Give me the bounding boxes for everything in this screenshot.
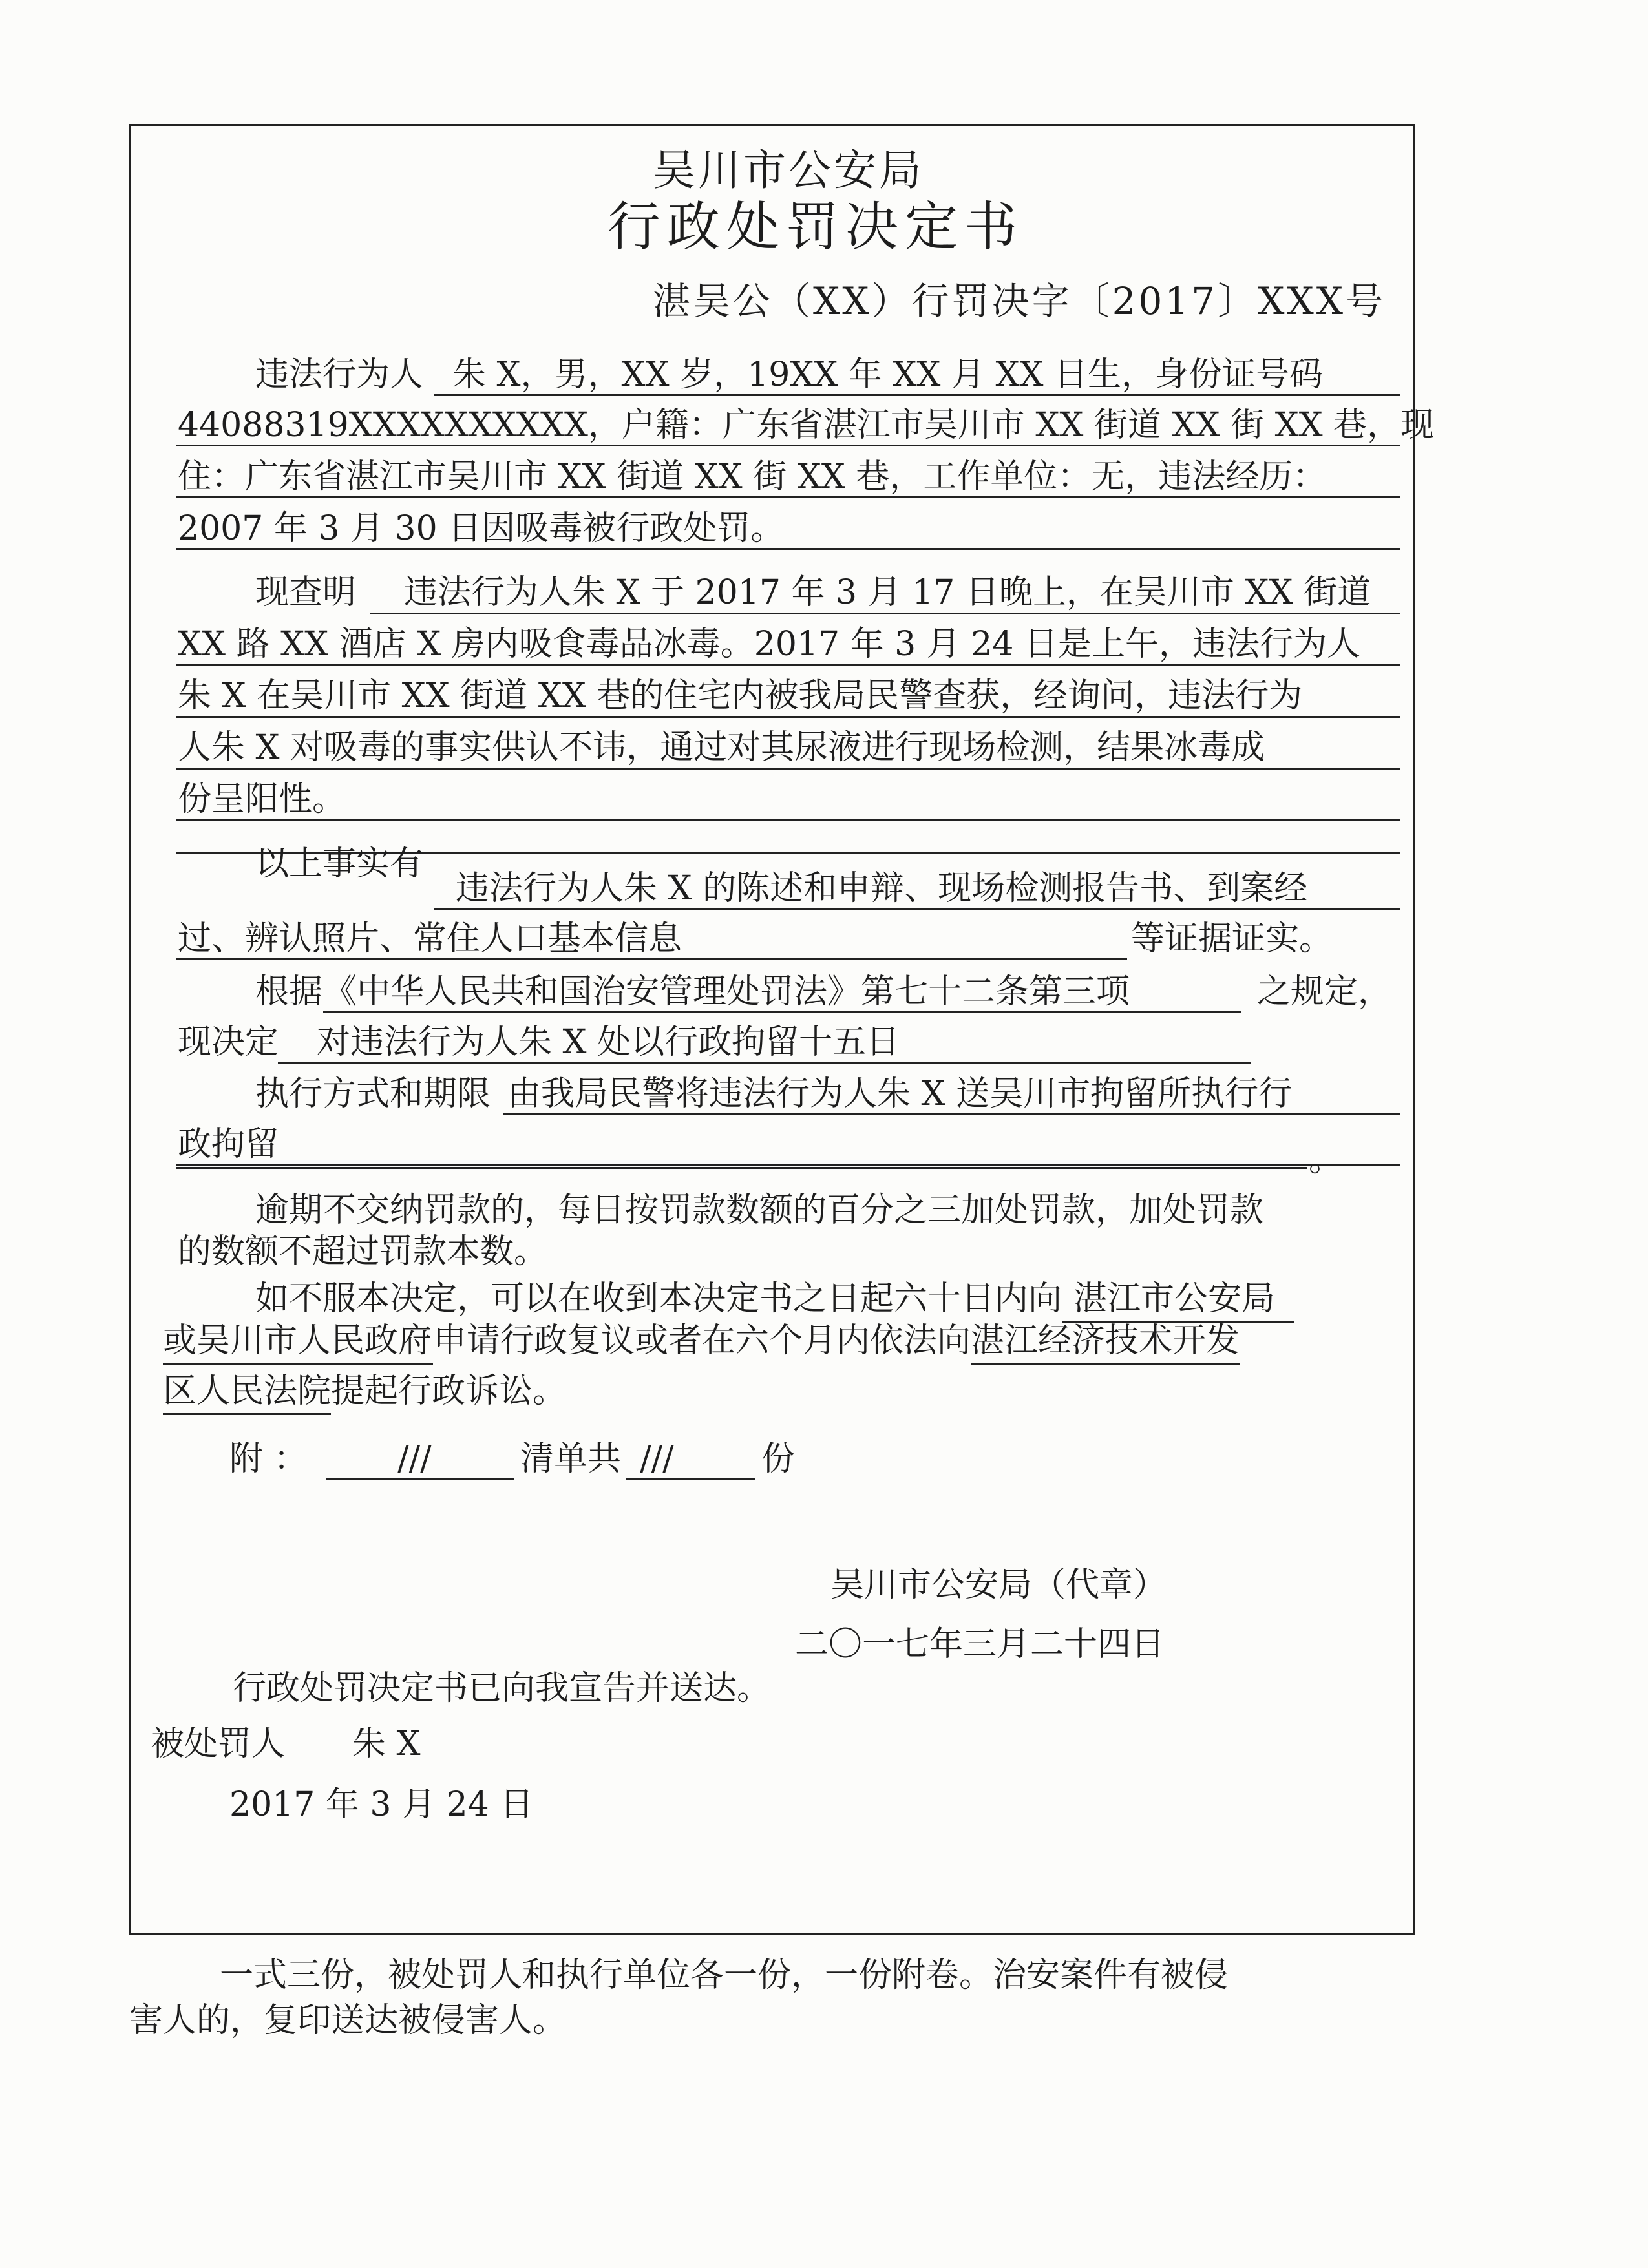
attachment-label: 附 ： — [229, 1440, 308, 1478]
attachment-value2: /// — [640, 1440, 674, 1478]
signing-agency: 吴川市公安局（代章） — [830, 1566, 1167, 1604]
appeal-line2-mid: 申请行政复议或者在六个月内依法向 — [433, 1321, 971, 1360]
appeal-line3-suffix: 提起行政诉讼。 — [331, 1372, 567, 1411]
facts-line5: 份呈阳性。 — [178, 780, 346, 819]
facts-line4: 人朱 X 对吸毒的事实供认不讳，通过对其尿液进行现场检测，结果冰毒成 — [178, 728, 1265, 767]
facts-line2: XX 路 XX 酒店 X 房内吸食毒品冰毒。2017 年 3 月 24 日是上午，违法行为人 — [178, 625, 1360, 664]
agency-name: 吴川市公安局 — [653, 145, 924, 195]
basis-label: 根据 — [255, 972, 323, 1011]
receipt-statement: 行政处罚决定书已向我宣告并送达。 — [233, 1669, 771, 1708]
evidence-line1: 违法行为人朱 X 的陈述和申辩、现场检测报告书、到案经 — [456, 869, 1308, 908]
violator-line3: 住：广东省湛江市吴川市 XX 街道 XX 街 XX 巷，工作单位：无，违法经历： — [178, 457, 1327, 496]
execution-line2: 政拘留 — [178, 1125, 279, 1164]
appeal-court-2: 区人民法院 — [163, 1369, 331, 1415]
document-title: 行政处罚决定书 — [607, 196, 1024, 258]
attachment-suffix: 份 — [761, 1440, 796, 1478]
violator-label: 违法行为人 — [255, 355, 424, 394]
receipt-date: 2017 年 3 月 24 日 — [229, 1785, 534, 1824]
attachment-value1: /// — [397, 1440, 432, 1478]
facts-label: 现查明 — [255, 573, 357, 612]
receipt-person-label: 被处罚人 — [151, 1725, 286, 1763]
appeal-review-authority-1: 湛江市公安局 — [1062, 1277, 1294, 1323]
basis-suffix: 之规定， — [1257, 972, 1392, 1011]
execution-end: 。 — [1309, 1140, 1343, 1179]
violator-line1: 朱 X，男，XX 岁，19XX 年 XX 月 XX 日生，身份证号码 — [452, 355, 1324, 394]
basis-law: 《中华人民共和国治安管理处罚法》第七十二条第三项 — [323, 972, 1130, 1011]
attachment-mid: 清单共 — [520, 1440, 622, 1478]
signing-date: 二〇一七年三月二十四日 — [795, 1625, 1165, 1664]
appeal-court-1: 湛江经济技术开发 — [971, 1319, 1240, 1365]
appeal-line1-prefix: 如不服本决定，可以在收到本决定书之日起六十日内向 — [255, 1279, 1062, 1318]
evidence-label: 以上事实有 — [255, 845, 424, 883]
decision-label: 现决定 — [178, 1023, 279, 1062]
decision-text: 对违法行为人朱 X 处以行政拘留十五日 — [317, 1023, 900, 1062]
footnote-line2: 害人的，复印送达被侵害人。 — [129, 2001, 567, 2040]
appeal-line3 — [163, 1369, 566, 1415]
facts-line1: 违法行为人朱 X 于 2017 年 3 月 17 日晚上，在吴川市 XX 街道 — [404, 573, 1371, 612]
footnote-line1: 一式三份，被处罚人和执行单位各一份，一份附卷。治安案件有被侵 — [220, 1956, 1229, 1995]
evidence-suffix: 等证据证实。 — [1131, 919, 1333, 958]
document-number: 湛吴公（XX）行罚决字〔2017〕XXX号 — [653, 279, 1386, 323]
appeal-line1 — [255, 1276, 1294, 1323]
facts-line3: 朱 X 在吴川市 XX 街道 XX 巷的住宅内被我局民警查获，经询问，违法行为 — [178, 677, 1303, 715]
overdue-line1: 逾期不交纳罚款的，每日按罚款数额的百分之三加处罚款，加处罚款 — [255, 1191, 1264, 1230]
violator-line2: 44088319XXXXXXXXXX，户籍：广东省湛江市吴川市 XX 街道 XX 街 XX 巷，现 — [178, 406, 1435, 445]
execution-label: 执行方式和期限 — [255, 1075, 491, 1113]
evidence-line2: 过、辨认照片、常住人口基本信息 — [178, 919, 682, 958]
appeal-review-authority-2: 或吴川市人民政府 — [163, 1319, 433, 1365]
execution-line1: 由我局民警将违法行为人朱 X 送吴川市拘留所执行行 — [507, 1075, 1293, 1113]
overdue-line2: 的数额不超过罚款本数。 — [178, 1232, 548, 1271]
receipt-person-name: 朱 X — [352, 1725, 421, 1763]
appeal-line2 — [163, 1318, 1240, 1365]
violator-line4: 2007 年 3 月 30 日因吸毒被行政处罚。 — [178, 509, 785, 548]
